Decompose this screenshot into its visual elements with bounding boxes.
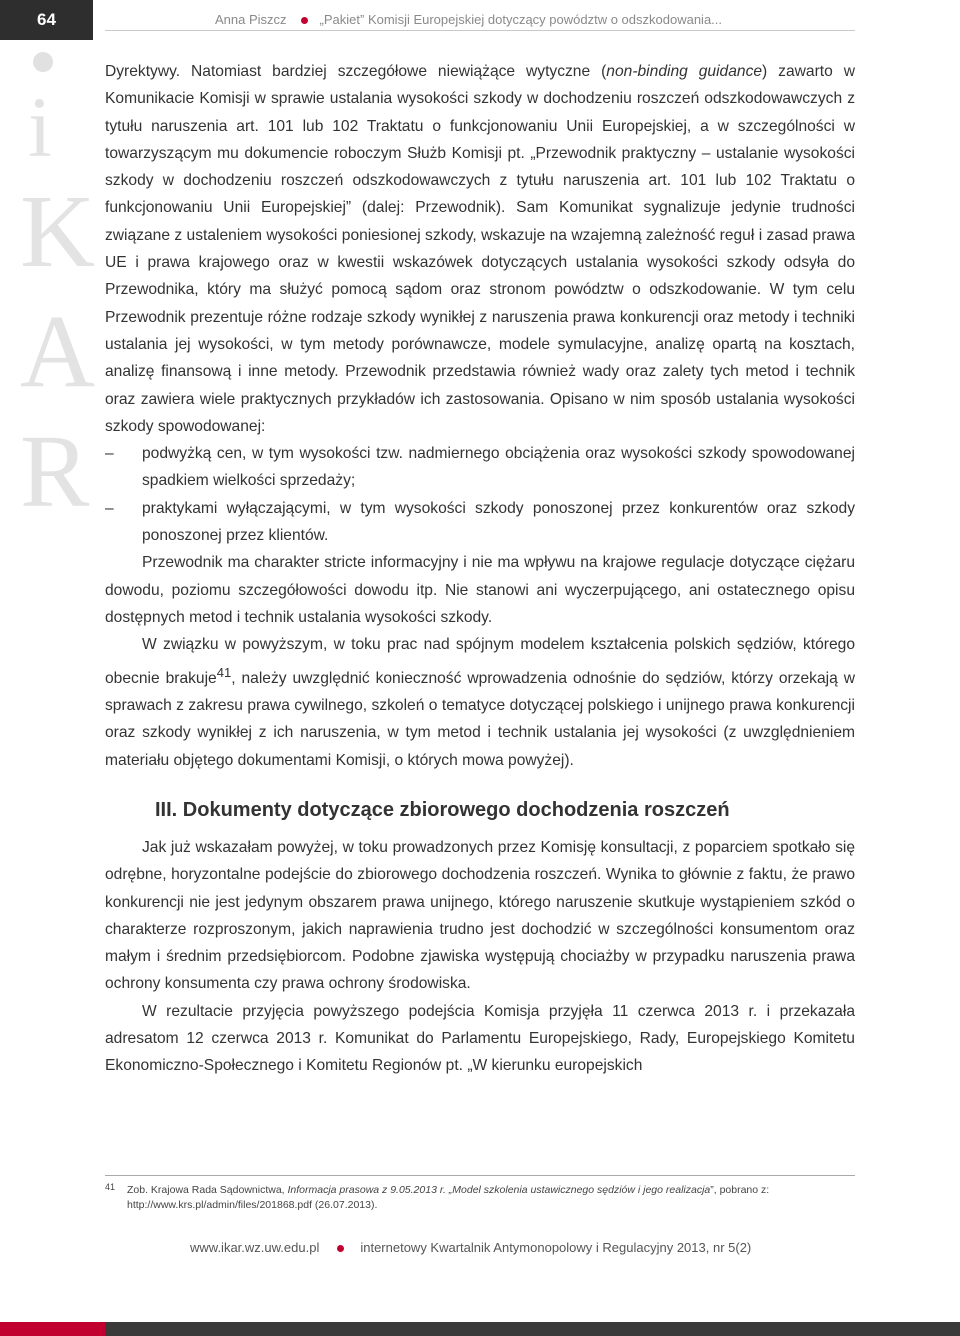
list-item-text: podwyżką cen, w tym wysokości tzw. nadmiernego obciążenia oraz wysokości szkody spowodowanej spadkiem wielkości sprzedaży;	[142, 445, 855, 490]
p1-italic: non-binding guidance	[606, 63, 763, 80]
header-author: Anna Piszcz	[215, 12, 287, 27]
header-divider	[105, 30, 855, 31]
paragraph-1	[105, 58, 855, 440]
footnote-text-a: Zob. Krajowa Rada Sądownictwa,	[127, 1184, 288, 1196]
list-item-text: praktykami wyłączającymi, w tym wysokości szkody ponoszonej przez konkurentów oraz szkody ponoszonej przez klientów.	[142, 499, 855, 545]
footer-separator-dot	[337, 1245, 344, 1252]
footer-url[interactable]: www.ikar.wz.uw.edu.pl	[190, 1240, 320, 1255]
article-body	[105, 58, 855, 1080]
p1-text-b: ) zawarto w Komunikacie Komisji w sprawie ustalania wysokości szkody w dochodzeniu roszczeń odszkodowawczych z tytułu naruszenia art. 101 lub 102 Traktatu o funkcjonowaniu Unii Europejskiej, a w szczególności w towarzyszącym mu dokumencie roboczym Służb Komisji pt. „Przewodnik praktyczny – ustalanie wysokości szkody w dochodzeniu roszczeń odszkodowawczych z tytułu naruszenia art. 101 lub 102 Traktatu o funkcjonowaniu Unii Europejskiej” (dalej: Przewodnik). Sam Komunikat sygnalizuje jedynie trudności związane z ustaleniem wysokości poniesionej szkody, wskazuje na wzajemną zależność reguł i zasad prawa UE i prawa krajowego oraz w kwestii wskazówek dotyczących ustalania wysokości szkody odsyła do Przewodnika, który ma służyć pomocą sądom oraz stronom powództw o odszkodowanie. W tym celu Przewodnik prezentuje różne rodzaje szkody wynikłej z naruszenia prawa konkurencji oraz metody i techniki ustalania jej wysokości, w tym metody porównawcze, modele symulacyjne, analizę opartą na kosztach, analizę finansową i inne metody. Przewodnik przedstawia również wady oraz zalety tych metod i technik oraz zawiera wiele praktycznych przykładów ich zastosowania. Opisano w nim sposób ustalania wysokości szkody spowodowanej:	[105, 63, 855, 435]
paragraph-3	[105, 631, 855, 774]
bottom-accent-band	[0, 1322, 105, 1336]
p3-text-b: , należy uwzględnić konieczność wprowadzenia odnośnie do sędziów, którzy orzekają w sprawach z zakresu prawa cywilnego, szkoleń o tematyce dotyczącej polskiego i unijnego prawa konkurencji oraz szkody wynikłej z ich naruszenia, w tym metod i technik ustalania jej wysokości (z uwzględnieniem materiału objętego dokumentami Komisji, o których mowa powyżej).	[105, 669, 855, 769]
footnote-41	[105, 1183, 855, 1213]
brand-letter-i: i	[28, 79, 52, 175]
footnote-italic: Informacja prasowa z 9.05.2013 r. „Model szkolenia ustawicznego sędziów i jego realizacja	[287, 1184, 711, 1196]
paragraph-2: Przewodnik ma charakter stricte informacyjny i nie ma wpływu na krajowe regulacje dotyczące ciężaru dowodu, poziomu szczegółowości dowodu itp. Nie stanowi ani wyczerpującego, ani ostatecznego opisu dostępnych metod i technik ustalania wysokości szkody.	[105, 554, 855, 626]
footnote-text	[105, 1183, 855, 1213]
running-header	[215, 12, 722, 27]
bottom-dark-band	[105, 1322, 960, 1336]
header-separator-dot	[301, 17, 308, 24]
p1-text-a: Dyrektywy. Natomiast bardziej szczegółowe niewiążące wytyczne (	[105, 63, 607, 80]
brand-letter-k: K	[20, 174, 96, 289]
header-title: „Pakiet” Komisji Europejskiej dotyczący powództw o odszkodowania...	[319, 12, 723, 27]
footer-journal: internetowy Kwartalnik Antymonopolowy i Regulacyjny 2013, nr 5(2)	[360, 1240, 752, 1255]
paragraph-5: W rezultacie przyjęcia powyższego podejścia Komisja przyjęła 11 czerwca 2013 r. i przekazała adresatom 12 czerwca 2013 r. Komunikat do Parlamentu Europejskiego, Rady, Europejskiego Komitetu Ekonomiczno-Społecznego i Komitetu Regionów pt. „W kierunku europejskich	[105, 1002, 855, 1075]
dash-bullet: –	[105, 445, 114, 463]
brand-dot	[33, 52, 53, 72]
section-title: III. Dokumenty dotyczące zbiorowego dochodzenia roszczeń	[155, 798, 730, 821]
brand-letter-r: R	[20, 414, 90, 529]
footnote-number: 41	[105, 1182, 116, 1192]
brand-letter-a: A	[20, 294, 96, 409]
running-footer	[190, 1240, 751, 1255]
footnote-divider	[105, 1175, 855, 1176]
dash-bullet: –	[105, 499, 114, 517]
list-item	[105, 440, 855, 495]
p3-text-a: W związku w powyższym, w toku prac nad spójnym modelem kształcenia polskich sędziów, którego obecnie brakuje	[105, 636, 855, 687]
page-number: 64	[0, 0, 93, 40]
footnote-text-b[interactable]: ”, pobrano z: http://www.krs.pl/admin/files/201868.pdf (26.07.2013).	[127, 1184, 770, 1211]
footnote-ref-41[interactable]: 41	[216, 664, 232, 680]
list-item	[105, 495, 855, 550]
paragraph-4: Jak już wskazałam powyżej, w toku prowadzonych przez Komisję konsultacji, z poparciem spotkało się odrębne, horyzontalne podejście do zbiorowego dochodzenia roszczeń. Wynika to głównie z faktu, że prawo konkurencji nie jest jedynym obszarem prawa unijnego, którego naruszenie skutkuje wystąpieniem szkód o charakterze rozproszonym, jakich naprawienia trudno jest dochodzić w szczególności konsumentom oraz małym i średnim przedsiębiorcom. Podobne zjawiska występują chociażby w przypadku naruszenia prawa ochrony konsumenta czy prawa ochrony środowiska.	[105, 838, 855, 993]
